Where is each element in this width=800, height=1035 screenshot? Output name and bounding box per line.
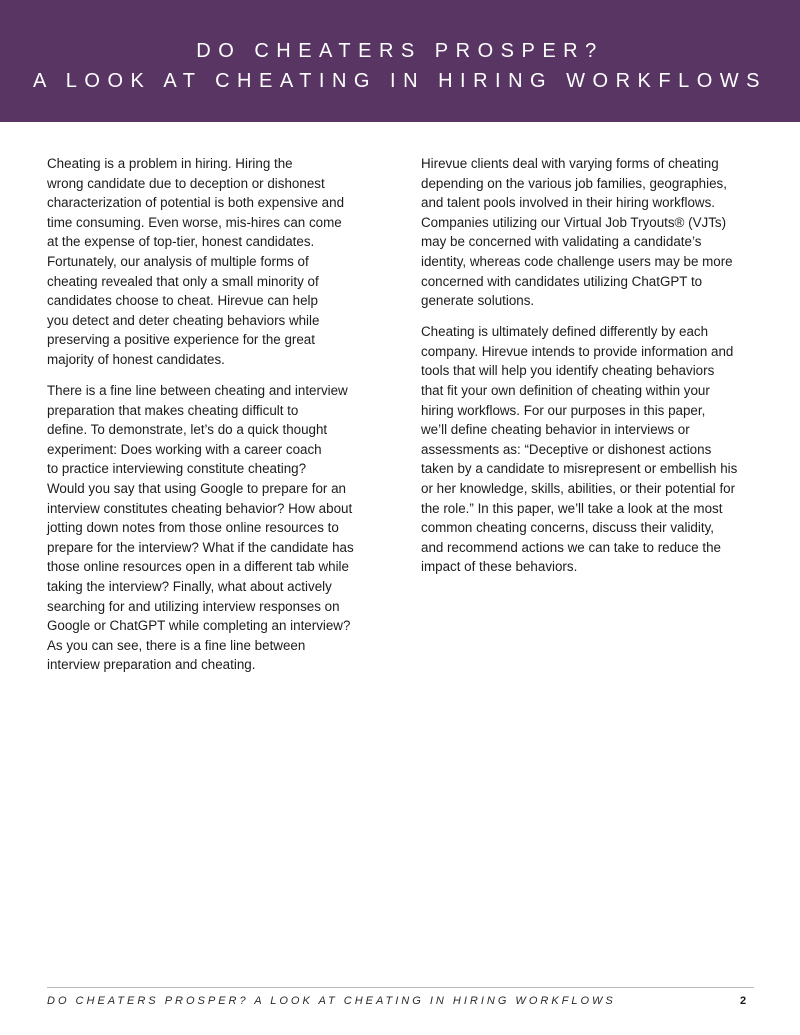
paragraph-line: taken by a candidate to misrepresent or embellish his	[421, 461, 738, 477]
paragraph-line: Fortunately, our analysis of multiple forms of	[47, 253, 309, 269]
paragraph-line: interview preparation and cheating.	[47, 657, 256, 673]
paragraph-line: As you can see, there is a fine line between	[47, 637, 306, 653]
paragraph-line: hiring workflows. For our purposes in this paper,	[421, 402, 706, 418]
paragraph-line: majority of honest candidates.	[47, 351, 225, 367]
paragraph-line: or her knowledge, skills, abilities, or their potential for	[421, 481, 736, 496]
paragraph-line: may be concerned with validating a candidate’s	[421, 234, 702, 250]
paragraph-line: jotting down notes from those online resources to	[47, 520, 339, 536]
paragraph-line: and talent pools involved in their hiring workflows.	[421, 195, 716, 211]
paragraph-line: identity, whereas code challenge users may be more	[421, 253, 733, 269]
paragraph-line: There is a fine line between cheating and interview	[47, 383, 348, 399]
paragraph-line: that fit your own definition of cheating within your	[421, 383, 710, 399]
paragraph-line: interview constitutes cheating behavior? How about	[47, 500, 353, 516]
document-title-line-2: A LOOK AT CHEATING IN HIRING WORKFLOWS	[33, 70, 767, 92]
paragraph-line: Would you say that using Google to prepare for an	[47, 481, 346, 496]
paragraph-line: Companies utilizing our Virtual Job Tryouts® (VJTs)	[421, 214, 727, 230]
paragraph-line: company. Hirevue intends to provide information and	[421, 343, 734, 359]
paragraph-line: wrong candidate due to deception or dishonest	[47, 175, 325, 191]
paragraph-line: preparation that makes cheating difficult to	[47, 402, 299, 418]
paragraph-line: experiment: Does working with a career coach	[47, 441, 322, 457]
right-column	[421, 154, 757, 588]
paragraph-line: define. To demonstrate, let’s do a quick thought	[47, 422, 328, 438]
paragraph-line: candidates choose to cheat. Hirevue can help	[47, 293, 318, 309]
paragraph-line: searching for and utilizing interview responses on	[47, 598, 340, 614]
paragraph-line: and recommend actions we can take to reduce the	[421, 539, 721, 555]
paragraph-line: the role.” In this paper, we’ll take a look at the most	[421, 500, 723, 516]
paragraph-line: depending on the various job families, geographies,	[421, 175, 727, 191]
page-number: 2	[740, 995, 747, 1007]
paragraph-line: tools that will help you identify cheating behaviors	[421, 363, 715, 379]
paragraph-line: impact of these behaviors.	[421, 559, 578, 575]
paragraph-line: assessments as: “Deceptive or dishonest actions	[421, 441, 712, 457]
header-band	[0, 0, 800, 122]
paragraph-line: prepare for the interview? What if the candidate has	[47, 539, 354, 555]
footer-divider	[47, 987, 754, 988]
paragraph-line: generate solutions.	[421, 293, 535, 309]
paragraph-line: taking the interview? Finally, what about actively	[47, 578, 332, 594]
paragraph-line: common cheating concerns, discuss their validity,	[421, 520, 714, 536]
body-paragraph	[421, 154, 757, 311]
paragraph-line: you detect and deter cheating behaviors while	[47, 312, 320, 328]
paragraph-line: time consuming. Even worse, mis-hires can come	[47, 214, 342, 230]
paragraph-line: preserving a positive experience for the great	[47, 332, 315, 348]
footer-running-title: DO CHEATERS PROSPER? A LOOK AT CHEATING IN HIRING WORKFLOWS	[47, 995, 616, 1007]
paragraph-line: characterization of potential is both expensive and	[47, 195, 345, 211]
paragraph-line: to practice interviewing constitute cheating?	[47, 461, 307, 477]
left-column	[47, 154, 387, 686]
body-paragraph	[421, 322, 757, 577]
paragraph-line: concerned with candidates utilizing ChatGPT to	[421, 273, 703, 289]
paragraph-line: at the expense of top-tier, honest candidates.	[47, 234, 315, 250]
paragraph-line: we’ll define cheating behavior in interviews or	[421, 422, 690, 438]
paragraph-line: those online resources open in a different tab while	[47, 559, 349, 575]
document-title-line-1: DO CHEATERS PROSPER?	[196, 40, 604, 62]
paragraph-line: Hirevue clients deal with varying forms of cheating	[421, 156, 719, 171]
body-paragraph	[47, 154, 387, 370]
body-paragraph	[47, 381, 387, 675]
paragraph-line: Google or ChatGPT while completing an interview?	[47, 618, 351, 634]
paragraph-line: Cheating is ultimately defined differently by each	[421, 324, 709, 340]
paragraph-line: cheating revealed that only a small minority of	[47, 273, 319, 289]
paragraph-line: Cheating is a problem in hiring. Hiring the	[47, 156, 293, 171]
